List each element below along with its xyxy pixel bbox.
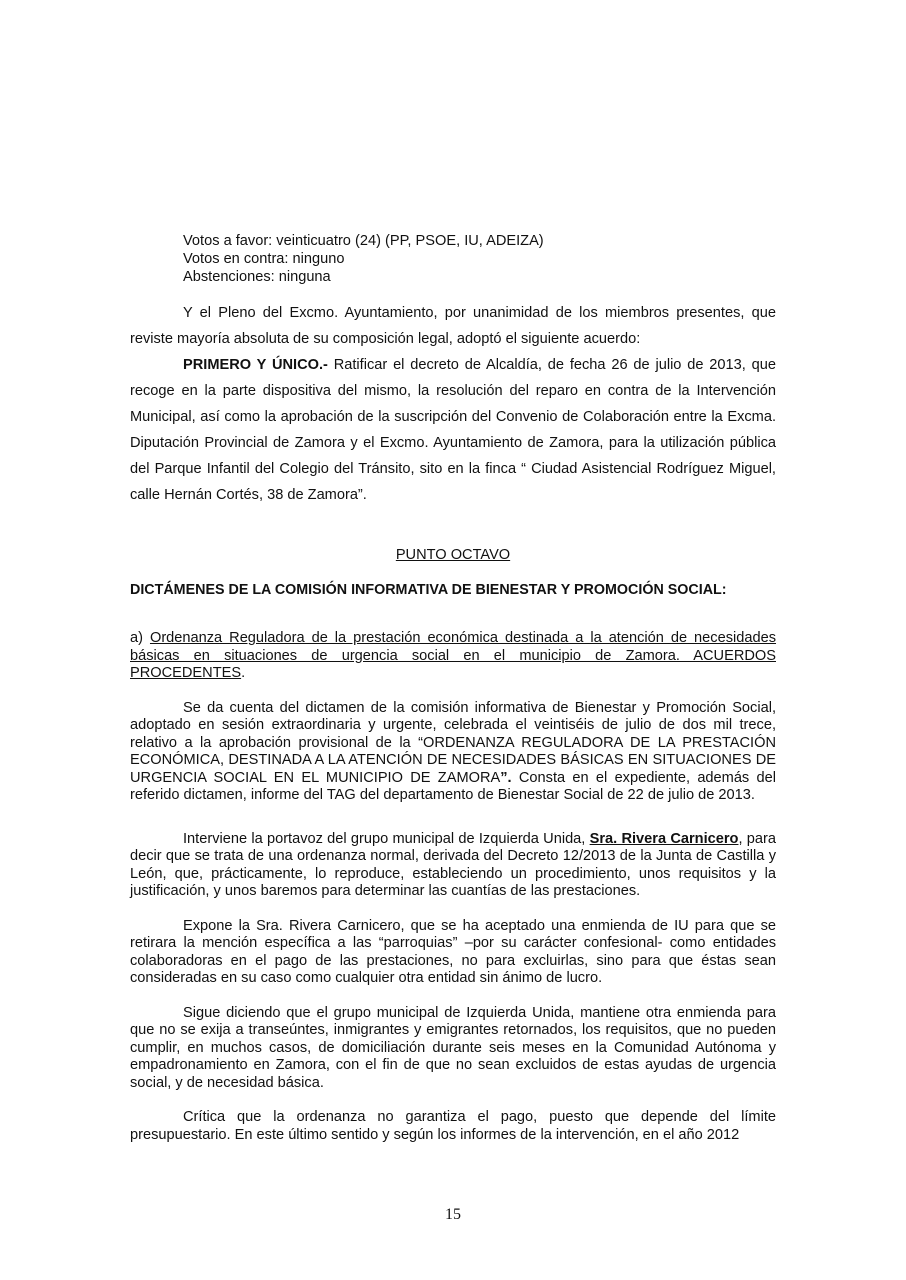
critica-paragraph: Crítica que la ordenanza no garantiza el pago, puesto que depende del límite presupuestario. En este último sentido y según los informes de la intervención, en el año 2012: [130, 1109, 776, 1143]
page-number: 15: [445, 1206, 461, 1223]
item-a-title: Ordenanza Reguladora de la prestación económica destinada a la atención de necesidades básicas en situaciones de urgencia social en el municipio de Zamora. ACUERDOS PROCEDENTES: [130, 630, 777, 681]
dictamen-closing-quote: ”.: [500, 769, 512, 786]
sigue-paragraph: Sigue diciendo que el grupo municipal de Izquierda Unida, mantiene otra enmienda para que no se exija a transeúntes, inmigrantes y emigrantes retornados, los requisitos, que no pueden cumplir, en muchos casos, de domiciliación durante seis meses en la Comunidad Autónoma y empadronamiento en Zamora, con el fin de que no sean excluidos de estas ayudas de urgencia social, y de necesidad básica.: [130, 1004, 776, 1091]
vote-results: [130, 232, 776, 286]
agreement-paragraph: [130, 352, 776, 508]
dictamen-text: Se da cuenta del dictamen de la comisión informativa de Bienestar y Promoción Social, adoptado en sesión extraordinaria y urgente, celebrada el veintiséis de julio de dos mil trece, relativo a la aprobación provisional de la “ORDENANZA REGULADORA DE LA PRESTACIÓN ECONÓMICA, DESTINADA A LA ATENCIÓN DE NECESIDADES BÁSICAS EN SITUACIONES DE URGENCIA SOCIAL EN EL MUNICIPIO DE ZAMORA: [130, 699, 776, 786]
agreement-label: PRIMERO Y ÚNICO.-: [183, 357, 328, 373]
document-body: [130, 232, 776, 1144]
item-a-suffix: .: [241, 665, 246, 681]
interviene-paragraph: [130, 831, 776, 901]
dictamen-paragraph: [130, 700, 776, 805]
item-a: [130, 630, 776, 683]
section-heading: DICTÁMENES DE LA COMISIÓN INFORMATIVA DE BIENESTAR Y PROMOCIÓN SOCIAL:: [130, 582, 727, 598]
dictamen-rest: Consta en el expediente, además del referido dictamen, informe del TAG del departamento de Bienestar Social de 22 de julio de 2013.: [130, 769, 776, 803]
intro-paragraph: Y el Pleno del Excmo. Ayuntamiento, por unanimidad de los miembros presentes, que reviste mayoría absoluta de su composición legal, adoptó el siguiente acuerdo:: [130, 305, 776, 347]
expone-paragraph: Expone la Sra. Rivera Carnicero, que se ha aceptado una enmienda de IU para que se retirara la mención específica a las “parroquias” –por su carácter confesional- como entidades colaboradoras en el pago de las prestaciones, no para excluirlas, sino para que éstas sean consideradas en su caso como cualquier otra entidad sin ánimo de lucro.: [130, 917, 776, 986]
item-a-prefix: a): [130, 630, 150, 646]
speaker-name: Sra. Rivera Carnicero: [589, 830, 739, 847]
interviene-before: Interviene la portavoz del grupo municipal de Izquierda Unida,: [183, 830, 590, 847]
interviene-after: , para decir que se trata de una ordenanza normal, derivada del Decreto 12/2013 de la Junta de Castilla y León, que, prácticamente, lo reproduce, estableciendo un procedimiento, unos requisitos y la justificación, y unos baremos para determinar las cuantías de las prestaciones.: [130, 830, 776, 899]
votes-favor: Votos a favor: veinticuatro (24) (PP, PSOE, IU, ADEIZA): [183, 233, 544, 249]
votes-abstentions: Abstenciones: ninguna: [183, 269, 331, 285]
agreement-text: Ratificar el decreto de Alcaldía, de fecha 26 de julio de 2013, que recoge en la parte dispositiva del mismo, la resolución del reparo en contra de la Intervención Municipal, así como la aprobación de la suscripción del Convenio de Colaboración entre la Excma. Diputación Provincial de Zamora y el Excmo. Ayuntamiento de Zamora, para la utilización pública del Parque Infantil del Colegio del Tránsito, sito en la finca “ Ciudad Asistencial Rodríguez Miguel, calle Hernán Cortés, 38 de Zamora”.: [130, 357, 776, 503]
votes-against: Votos en contra: ninguno: [183, 251, 345, 267]
section-title: PUNTO OCTAVO: [395, 547, 511, 563]
section-title-wrap: [130, 542, 776, 568]
